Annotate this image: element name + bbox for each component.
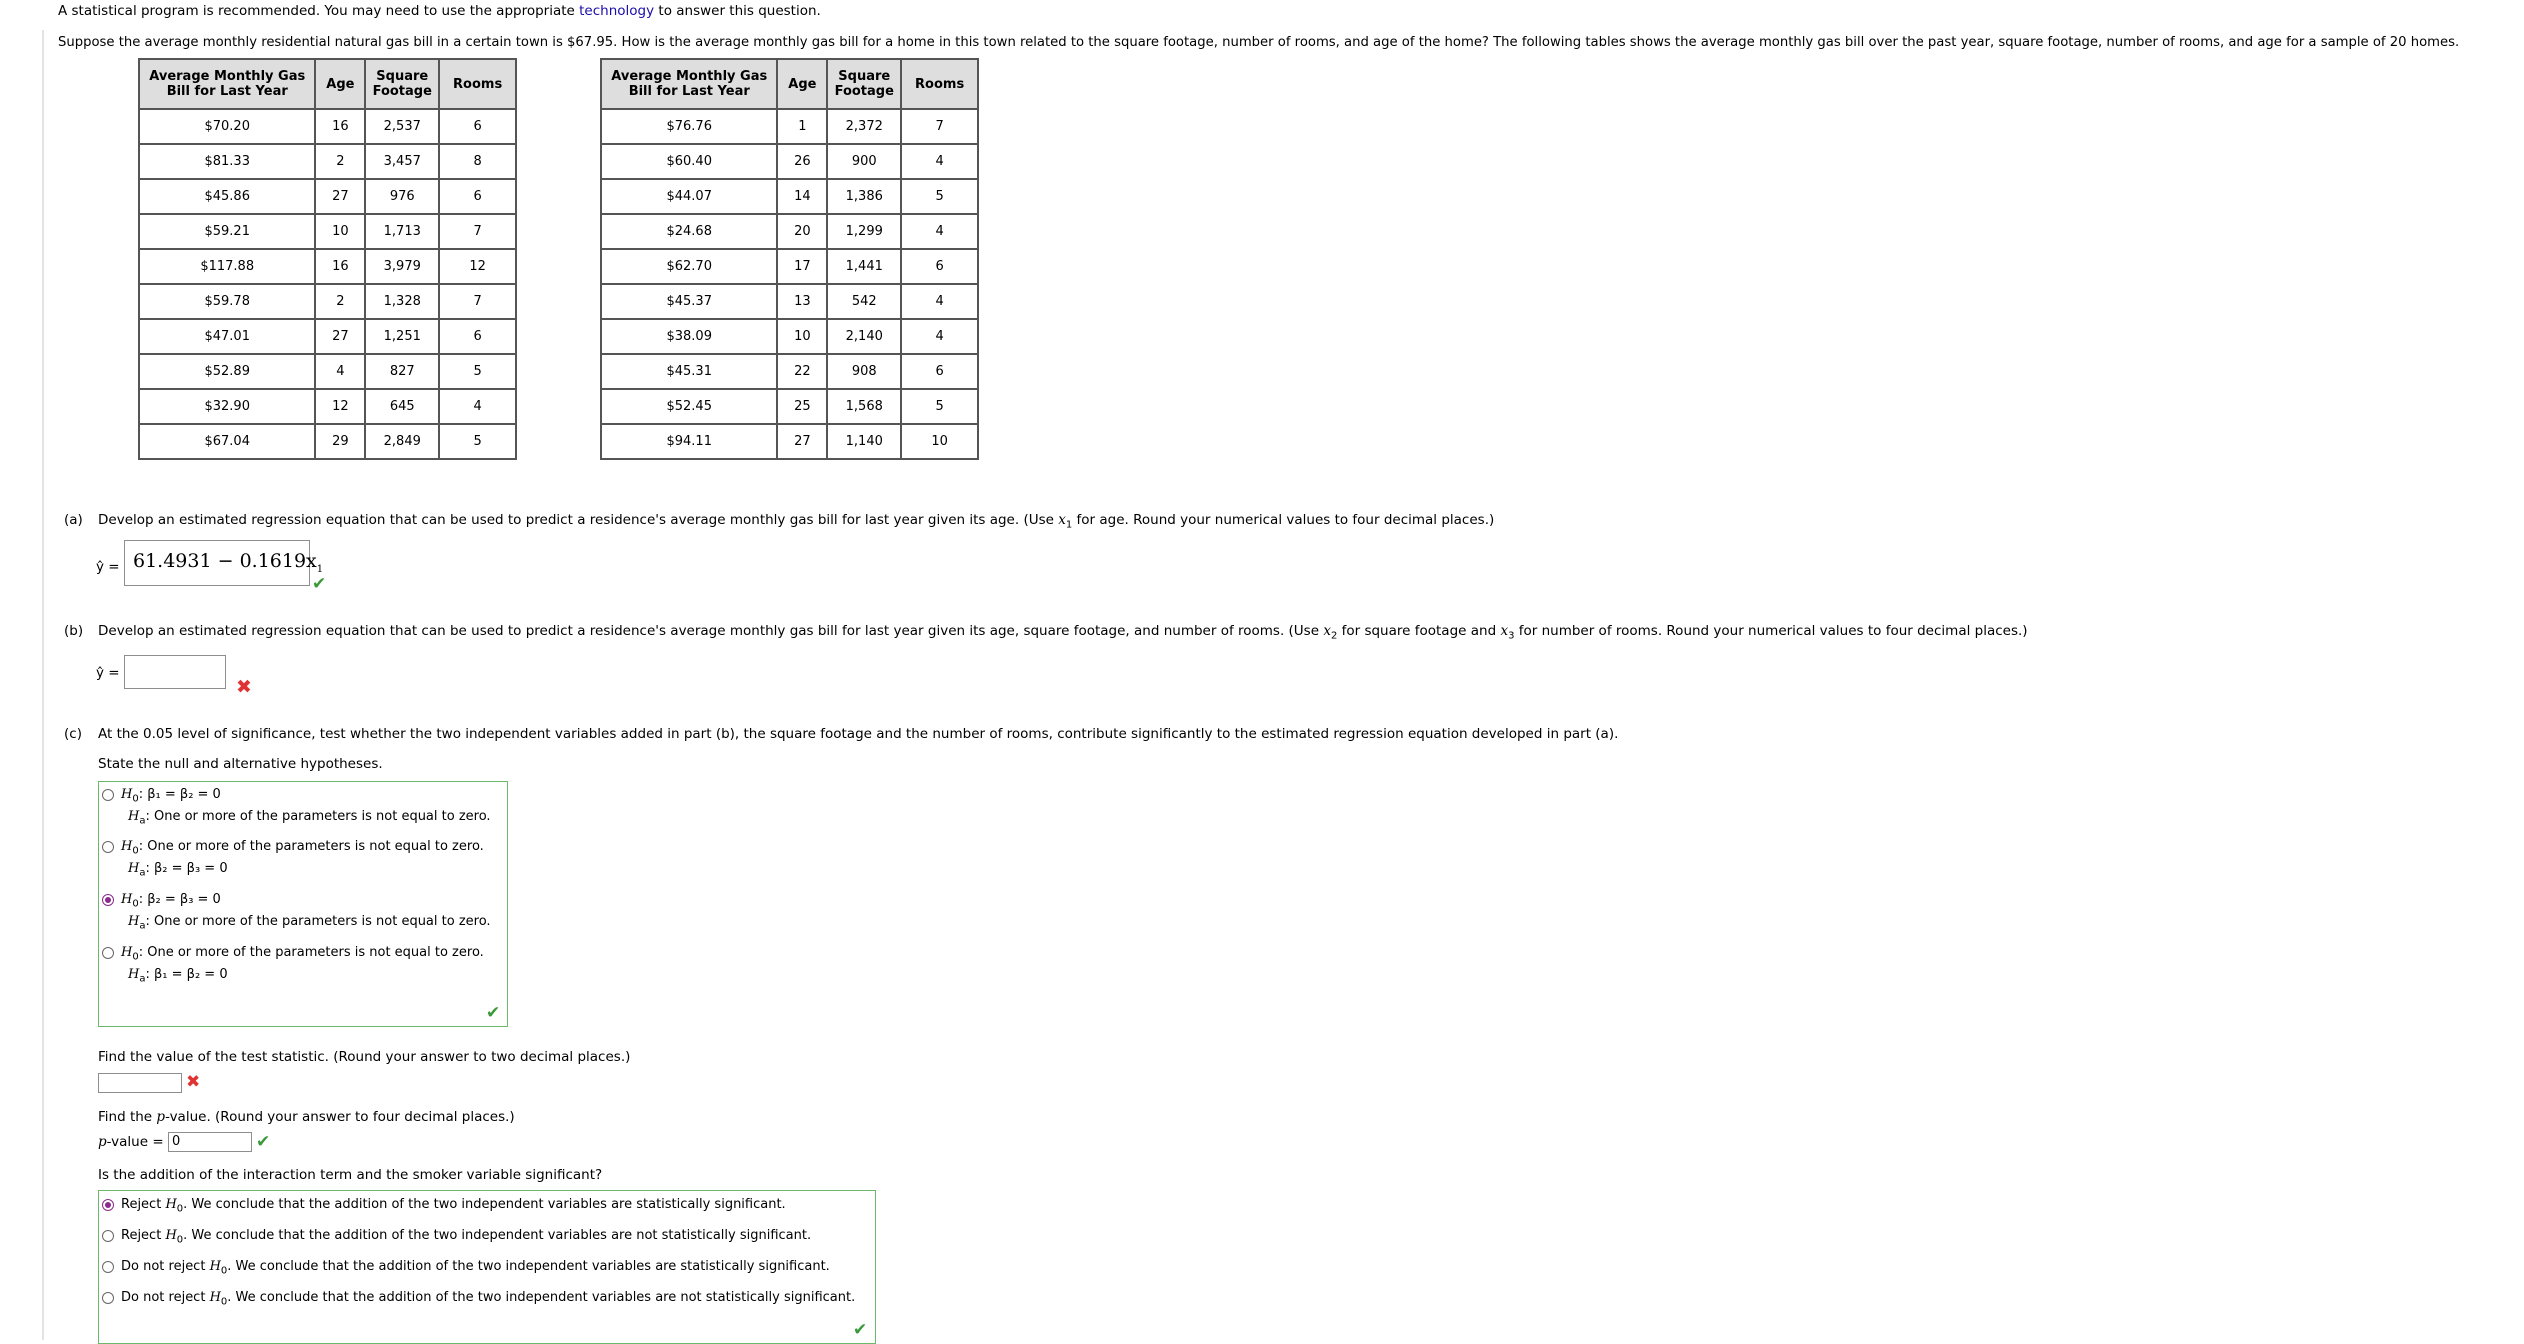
cell-gas-bill: $67.04: [139, 424, 315, 459]
hypothesis-null-3: $H_0$: β₂ = β₃ = 0: [121, 892, 221, 910]
cell-gas-bill: $59.21: [139, 214, 315, 249]
cell-rooms: 4: [901, 214, 978, 249]
conclusion-radio-3[interactable]: [102, 1261, 114, 1273]
yhat-label-b: ŷ =: [96, 665, 120, 681]
cell-square-footage: 2,140: [827, 319, 901, 354]
cell-age: 1: [777, 109, 827, 144]
cell-gas-bill: $76.76: [601, 109, 777, 144]
cell-gas-bill: $59.78: [139, 284, 315, 319]
conclusion-radio-1[interactable]: [102, 1199, 114, 1211]
header-gas-bill: Average Monthly Gas Bill for Last Year: [139, 59, 315, 109]
table-row: [139, 179, 516, 214]
cell-age: 12: [315, 389, 365, 424]
hypothesis-alt-1: $H_a$: One or more of the parameters is not equal to zero.: [128, 809, 491, 827]
conclusion-prompt: Is the addition of the interaction term and the smoker variable significant?: [98, 1167, 603, 1183]
technology-link[interactable]: technology: [579, 3, 655, 19]
header-age: Age: [777, 59, 827, 109]
table-row: [601, 214, 978, 249]
conclusion-radio-4[interactable]: [102, 1292, 114, 1304]
x-icon: ✖: [236, 676, 252, 698]
table-row: [139, 214, 516, 249]
cell-rooms: 8: [439, 144, 516, 179]
cell-square-footage: 2,849: [365, 424, 439, 459]
cell-rooms: 7: [439, 284, 516, 319]
cell-rooms: 7: [439, 214, 516, 249]
cell-square-footage: 908: [827, 354, 901, 389]
cell-square-footage: 1,140: [827, 424, 901, 459]
cell-gas-bill: $45.31: [601, 354, 777, 389]
cell-age: 27: [777, 424, 827, 459]
hypothesis-radio-3[interactable]: [102, 894, 114, 906]
cell-rooms: 4: [439, 389, 516, 424]
cell-age: 16: [315, 109, 365, 144]
cell-age: 10: [315, 214, 365, 249]
cell-rooms: 6: [439, 109, 516, 144]
part-a-answer-field[interactable]: $61.4931 - 0.1619x_1$: [124, 540, 310, 586]
cell-age: 25: [777, 389, 827, 424]
cell-age: 27: [315, 319, 365, 354]
table-row: [139, 424, 516, 459]
header-gas-bill: Average Monthly Gas Bill for Last Year: [601, 59, 777, 109]
cell-rooms: 5: [901, 179, 978, 214]
part-c-label: (c): [64, 726, 82, 742]
conclusion-option-1: Reject $H_0$. We conclude that the addition of the two independent variables are statistically significant.: [121, 1197, 786, 1215]
cell-rooms: 4: [901, 284, 978, 319]
cell-gas-bill: $32.90: [139, 389, 315, 424]
cell-age: 17: [777, 249, 827, 284]
cell-square-footage: 3,979: [365, 249, 439, 284]
cell-rooms: 5: [439, 424, 516, 459]
table-row: [601, 389, 978, 424]
hypotheses-prompt: State the null and alternative hypotheses.: [98, 756, 383, 772]
header-rooms: Rooms: [439, 59, 516, 109]
cell-rooms: 12: [439, 249, 516, 284]
cell-age: 16: [315, 249, 365, 284]
cell-rooms: 5: [901, 389, 978, 424]
cell-gas-bill: $60.40: [601, 144, 777, 179]
cell-square-footage: 542: [827, 284, 901, 319]
cell-age: 2: [315, 284, 365, 319]
cell-age: 29: [315, 424, 365, 459]
table-row: [139, 354, 516, 389]
conclusion-radio-2[interactable]: [102, 1230, 114, 1242]
table-row: [601, 249, 978, 284]
cell-square-footage: 1,568: [827, 389, 901, 424]
check-icon: ✔: [312, 574, 327, 594]
cell-gas-bill: $38.09: [601, 319, 777, 354]
cell-age: 22: [777, 354, 827, 389]
cell-square-footage: 2,537: [365, 109, 439, 144]
cell-age: 20: [777, 214, 827, 249]
hypothesis-null-1: $H_0$: β₁ = β₂ = 0: [121, 787, 221, 805]
table-row: [139, 109, 516, 144]
cell-rooms: 4: [901, 144, 978, 179]
cell-age: 13: [777, 284, 827, 319]
cell-square-footage: 1,386: [827, 179, 901, 214]
check-icon: ✔: [256, 1132, 271, 1152]
intro-line-1: [58, 2, 821, 20]
header-age: Age: [315, 59, 365, 109]
table-row: [139, 284, 516, 319]
data-table-left: [138, 58, 517, 460]
hypothesis-alt-4: $H_a$: β₁ = β₂ = 0: [128, 967, 228, 985]
part-a-answer-text: 61.4931 − 0.1619x: [133, 550, 317, 572]
intro-text-end: to answer this question.: [654, 3, 821, 19]
part-c-question: At the 0.05 level of significance, test whether the two independent variables added in part (b), the square footage and the number of rooms, contribute significantly to the estimated regression equation developed in part (a).: [98, 726, 1619, 742]
cell-square-footage: 976: [365, 179, 439, 214]
table-row: [601, 179, 978, 214]
hypothesis-radio-1[interactable]: [102, 789, 114, 801]
pvalue-prompt: Find the p-value. (Round your answer to four decimal places.): [98, 1109, 515, 1125]
cell-gas-bill: $45.86: [139, 179, 315, 214]
header-square-footage: Square Footage: [365, 59, 439, 109]
cell-age: 2: [315, 144, 365, 179]
intro-text: A statistical program is recommended. You may need to use the appropriate: [58, 3, 580, 19]
cell-age: 10: [777, 319, 827, 354]
table-row: [139, 249, 516, 284]
cell-square-footage: 645: [365, 389, 439, 424]
cell-age: 26: [777, 144, 827, 179]
part-b-question: Develop an estimated regression equation that can be used to predict a residence's average monthly gas bill for last year given its age, square footage, and number of rooms. (Use $x_2$ for square footage and $x_3$ for number of rooms. Round your numerical values to four decimal places.): [98, 623, 2028, 642]
table-row: [601, 109, 978, 144]
data-table-right: [600, 58, 979, 460]
x-icon: ✖: [186, 1072, 201, 1092]
problem-statement: Suppose the average monthly residential natural gas bill in a certain town is $67.95. How is the average monthly gas bill for a home in this town related to the square footage, number of rooms, and age of the home? The following tables shows the average monthly gas bill over the past year, square footage, number of rooms, and age for a sample of 20 homes.: [58, 35, 2460, 50]
cell-gas-bill: $47.01: [139, 319, 315, 354]
cell-square-footage: 1,251: [365, 319, 439, 354]
cell-age: 4: [315, 354, 365, 389]
part-a-question: Develop an estimated regression equation that can be used to predict a residence's average monthly gas bill for last year given its age. (Use $x_1$ for age. Round your numerical values to four decimal places.): [98, 512, 1495, 531]
check-icon: ✔: [486, 1003, 501, 1023]
cell-rooms: 6: [439, 319, 516, 354]
cell-rooms: 7: [901, 109, 978, 144]
part-b-label: (b): [64, 623, 84, 639]
conclusion-option-2: Reject $H_0$. We conclude that the addition of the two independent variables are not statistically significant.: [121, 1228, 812, 1246]
cell-square-footage: 1,713: [365, 214, 439, 249]
pvalue-label: p-value =: [98, 1134, 164, 1150]
table-row: [601, 144, 978, 179]
hypothesis-null-2: $H_0$: One or more of the parameters is not equal to zero.: [121, 839, 484, 857]
cell-square-footage: 3,457: [365, 144, 439, 179]
table-row: [601, 284, 978, 319]
cell-gas-bill: $117.88: [139, 249, 315, 284]
hypothesis-alt-3: $H_a$: One or more of the parameters is not equal to zero.: [128, 914, 491, 932]
cell-rooms: 10: [901, 424, 978, 459]
table-row: [601, 424, 978, 459]
cell-square-footage: 1,441: [827, 249, 901, 284]
cell-age: 14: [777, 179, 827, 214]
cell-gas-bill: $52.89: [139, 354, 315, 389]
cell-age: 27: [315, 179, 365, 214]
part-a-label: (a): [64, 512, 83, 528]
cell-rooms: 6: [901, 354, 978, 389]
cell-rooms: 5: [439, 354, 516, 389]
cell-rooms: 6: [439, 179, 516, 214]
test-statistic-prompt: Find the value of the test statistic. (Round your answer to two decimal places.): [98, 1049, 631, 1065]
cell-gas-bill: $70.20: [139, 109, 315, 144]
cell-gas-bill: $94.11: [601, 424, 777, 459]
cell-gas-bill: $24.68: [601, 214, 777, 249]
table-row: [139, 319, 516, 354]
check-icon: ✔: [853, 1320, 868, 1340]
cell-gas-bill: $44.07: [601, 179, 777, 214]
cell-rooms: 6: [901, 249, 978, 284]
cell-gas-bill: $45.37: [601, 284, 777, 319]
header-rooms: Rooms: [901, 59, 978, 109]
table-row: [601, 354, 978, 389]
conclusion-option-4: Do not reject $H_0$. We conclude that the addition of the two independent variables are not statistically significant.: [121, 1290, 856, 1308]
left-border: [42, 30, 44, 1340]
cell-gas-bill: $81.33: [139, 144, 315, 179]
table-row: [139, 389, 516, 424]
var-x: x: [1058, 512, 1066, 528]
header-square-footage: Square Footage: [827, 59, 901, 109]
cell-gas-bill: $62.70: [601, 249, 777, 284]
test-statistic-input[interactable]: [98, 1073, 182, 1093]
cell-square-footage: 900: [827, 144, 901, 179]
hypothesis-alt-2: $H_a$: β₂ = β₃ = 0: [128, 861, 228, 879]
part-b-answer-field[interactable]: [124, 655, 226, 689]
yhat-label-a: ŷ =: [96, 559, 120, 575]
cell-rooms: 4: [901, 319, 978, 354]
cell-square-footage: 827: [365, 354, 439, 389]
cell-square-footage: 2,372: [827, 109, 901, 144]
cell-gas-bill: $52.45: [601, 389, 777, 424]
cell-square-footage: 1,328: [365, 284, 439, 319]
hypothesis-radio-4[interactable]: [102, 947, 114, 959]
hypothesis-null-4: $H_0$: One or more of the parameters is not equal to zero.: [121, 945, 484, 963]
cell-square-footage: 1,299: [827, 214, 901, 249]
pvalue-input[interactable]: 0: [168, 1132, 252, 1152]
conclusion-option-3: Do not reject $H_0$. We conclude that the addition of the two independent variables are statistically significant.: [121, 1259, 830, 1277]
table-row: [601, 319, 978, 354]
hypothesis-radio-2[interactable]: [102, 841, 114, 853]
table-row: [139, 144, 516, 179]
